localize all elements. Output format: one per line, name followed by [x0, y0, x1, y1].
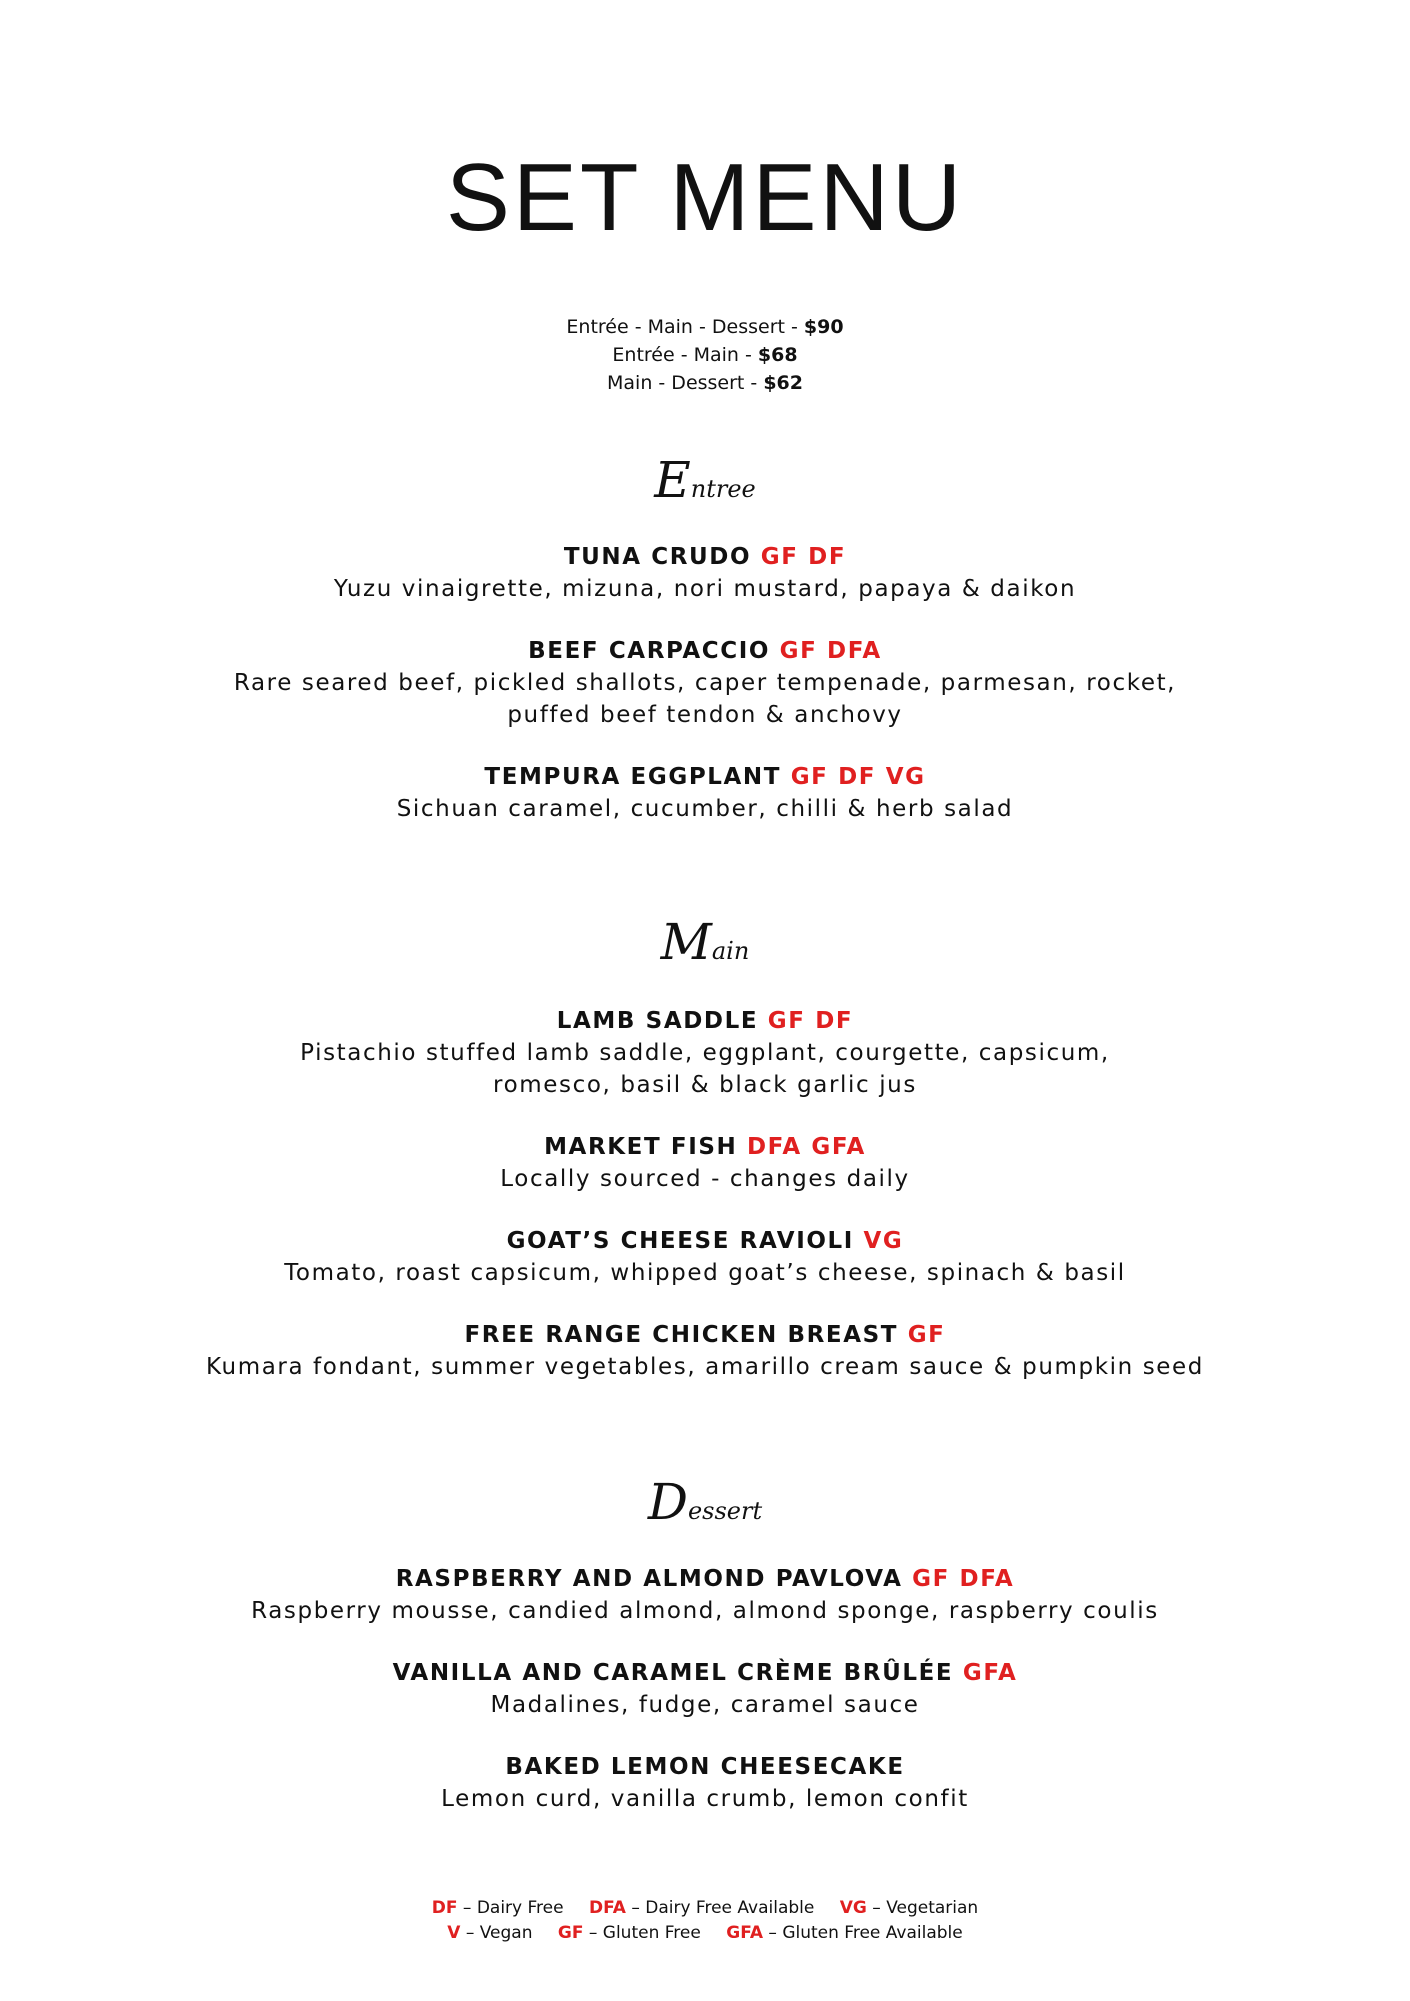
- legend-code: VG: [839, 1898, 867, 1918]
- section-heading-rest: essert: [687, 1497, 763, 1525]
- section-heading-entree: [0, 451, 1410, 514]
- menu-item-tags: GF DFA: [779, 638, 882, 664]
- legend-code: DF: [431, 1898, 458, 1918]
- menu-item-description: Lemon curd, vanilla crumb, lemon confit: [441, 1786, 969, 1812]
- menu-item-name: BEEF CARPACCIO: [528, 638, 771, 664]
- menu-item-tags: GF DFA: [912, 1566, 1015, 1592]
- menu-item: [0, 1751, 1410, 1815]
- pricing-block: [0, 313, 1410, 397]
- menu-item: [0, 1657, 1410, 1721]
- legend-text: – Dairy Free: [457, 1898, 564, 1918]
- menu-item: [0, 761, 1410, 825]
- legend-code: GF: [557, 1923, 584, 1943]
- legend-entry: [447, 1923, 532, 1943]
- menu-item-name: TEMPURA EGGPLANT: [484, 764, 782, 790]
- section-heading-initial: M: [660, 913, 712, 971]
- menu-item: [0, 635, 1410, 731]
- legend-row: [0, 1896, 1410, 1921]
- menu-item-description: Locally sourced - changes daily: [500, 1166, 910, 1192]
- legend-entry: [432, 1898, 564, 1918]
- menu-item-description: Raspberry mousse, candied almond, almond sponge, raspberry coulis: [251, 1598, 1159, 1624]
- legend-text: – Vegetarian: [866, 1898, 979, 1918]
- menu-item-title: [0, 761, 1410, 793]
- menu-item-title: [0, 1005, 1410, 1037]
- menu-item: [0, 541, 1410, 605]
- menu-item-title: [0, 1131, 1410, 1163]
- menu-item-description: Sichuan caramel, cucumber, chilli & herb salad: [396, 796, 1014, 822]
- menu-item-description: Pistachio stuffed lamb saddle, eggplant, courgette, capsicum, romesco, basil & black garlic jus: [300, 1040, 1110, 1098]
- section-heading-rest: ain: [711, 937, 750, 965]
- legend-code: DFA: [589, 1898, 626, 1918]
- menu-item-description: Tomato, roast capsicum, whipped goat’s cheese, spinach & basil: [284, 1260, 1126, 1286]
- page-title: SET MENU: [445, 144, 965, 251]
- menu-item-description: Yuzu vinaigrette, mizuna, nori mustard, papaya & daikon: [333, 576, 1077, 602]
- legend-entry: [840, 1898, 978, 1918]
- legend-text: – Gluten Free Available: [763, 1923, 963, 1943]
- legend-entry: [558, 1923, 701, 1943]
- legend-entry: [726, 1923, 963, 1943]
- section-heading-main: [0, 913, 1410, 976]
- pricing-price: $68: [757, 344, 798, 366]
- section-heading-initial: E: [654, 451, 691, 509]
- menu-item-title: [0, 635, 1410, 667]
- menu-item-description: Rare seared beef, pickled shallots, caper tempenade, parmesan, rocket, puffed beef tendon & anchovy: [233, 670, 1177, 728]
- menu-item-tags: GF DF: [767, 1008, 854, 1034]
- section-entree: [0, 541, 1410, 855]
- menu-item-description: Madalines, fudge, caramel sauce: [490, 1692, 920, 1718]
- menu-item-title: [0, 1657, 1410, 1689]
- section-heading-rest: ntree: [690, 475, 756, 503]
- menu-item-tags: GF DF: [760, 544, 847, 570]
- menu-item-name: LAMB SADDLE: [556, 1008, 768, 1034]
- pricing-label: Main - Dessert -: [607, 372, 764, 394]
- legend-code: V: [447, 1923, 461, 1943]
- legend-row: [0, 1921, 1410, 1946]
- menu-item-tags: DFA GFA: [746, 1134, 866, 1160]
- menu-item: [0, 1225, 1410, 1289]
- menu-item-tags: GF: [907, 1322, 946, 1348]
- pricing-price: $90: [803, 316, 844, 338]
- menu-item: [0, 1563, 1410, 1627]
- section-heading-initial: D: [647, 1473, 688, 1531]
- menu-item: [0, 1131, 1410, 1195]
- menu-item: [0, 1319, 1410, 1383]
- menu-item-title: [0, 1225, 1410, 1257]
- menu-item-tags: VG: [863, 1228, 904, 1254]
- section-heading-dessert: [0, 1473, 1410, 1536]
- section-main: [0, 1005, 1410, 1413]
- menu-item-name: MARKET FISH: [544, 1134, 738, 1160]
- legend-code: GFA: [726, 1923, 764, 1943]
- menu-item-name: GOAT’S CHEESE RAVIOLI: [506, 1228, 854, 1254]
- menu-item-name: FREE RANGE CHICKEN BREAST: [464, 1322, 899, 1348]
- menu-item-name: VANILLA AND CARAMEL CRÈME BRÛLÉE: [392, 1660, 954, 1686]
- legend-text: – Dairy Free Available: [625, 1898, 815, 1918]
- pricing-line: [0, 313, 1410, 341]
- legend-text: – Vegan: [460, 1923, 533, 1943]
- pricing-label: Entrée - Main -: [612, 344, 758, 366]
- dietary-legend: [0, 1896, 1410, 1946]
- pricing-label: Entrée - Main - Dessert -: [566, 316, 804, 338]
- pricing-price: $62: [763, 372, 803, 394]
- menu-item-name: BAKED LEMON CHEESECAKE: [505, 1754, 905, 1780]
- menu-item-title: [0, 541, 1410, 573]
- menu-item-name: TUNA CRUDO: [563, 544, 752, 570]
- menu-item-title: [0, 1563, 1410, 1595]
- menu-item-name: RASPBERRY AND ALMOND PAVLOVA: [395, 1566, 903, 1592]
- legend-entry: [589, 1898, 814, 1918]
- menu-item-tags: GF DF VG: [790, 764, 926, 790]
- menu-item: [0, 1005, 1410, 1101]
- legend-text: – Gluten Free: [583, 1923, 701, 1943]
- menu-item-title: [0, 1319, 1410, 1351]
- section-dessert: [0, 1563, 1410, 1845]
- menu-item-description: Kumara fondant, summer vegetables, amarillo cream sauce & pumpkin seed: [205, 1354, 1205, 1380]
- menu-item-tags: GFA: [962, 1660, 1018, 1686]
- pricing-line: [0, 369, 1410, 397]
- menu-item-title: [0, 1751, 1410, 1783]
- pricing-line: [0, 341, 1410, 369]
